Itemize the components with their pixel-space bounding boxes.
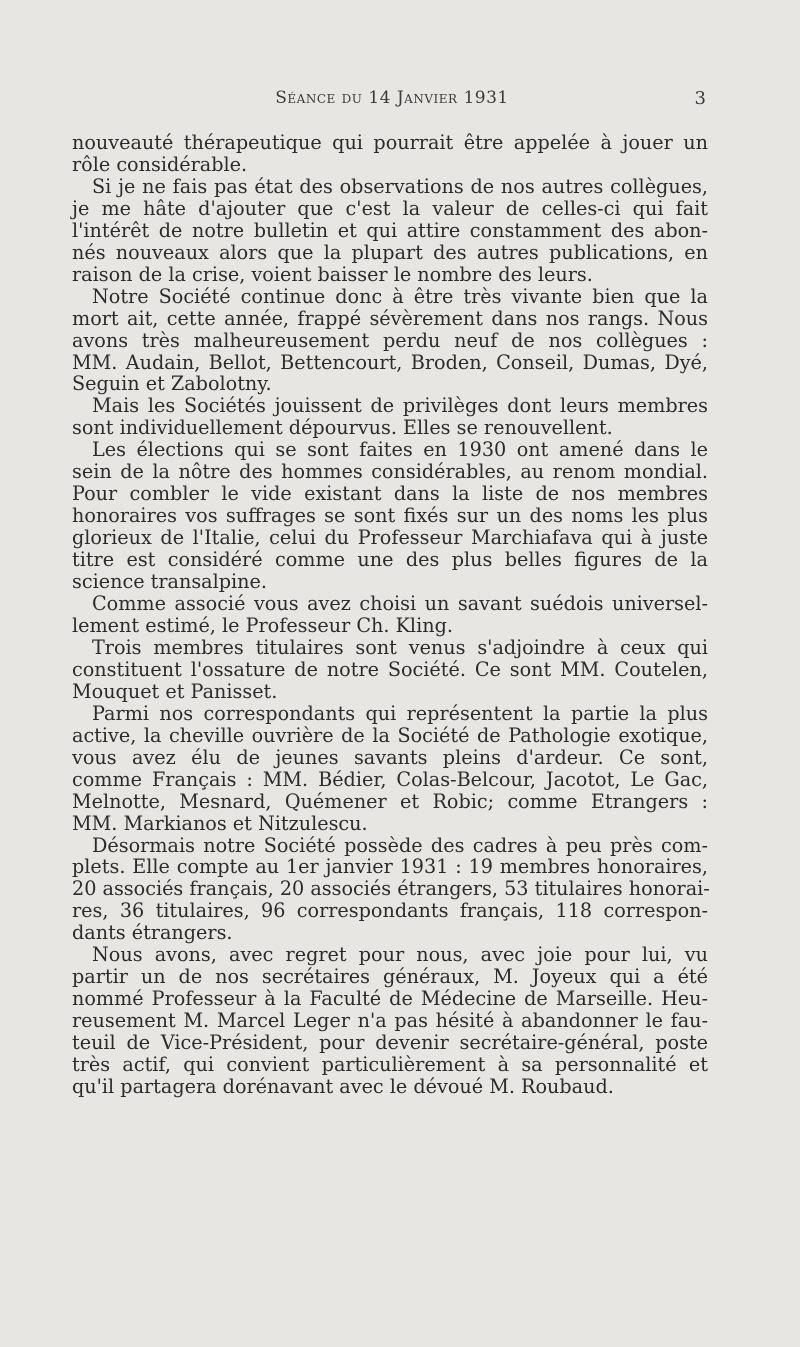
text-line: lement estimé, le Professeur Ch. Kling.: [72, 613, 453, 637]
text-line: reusement M. Marcel Leger n'a pas hésité à abandonner le fau-: [72, 1009, 708, 1033]
text-line: teuil de Vice-Président, pour devenir secrétaire-général, poste: [72, 1031, 708, 1055]
text-line: active, la cheville ouvrière de la Société de Pathologie exotique,: [72, 723, 708, 747]
text-line: honoraires vos suffrages se sont fixés sur un des noms les plus: [72, 504, 708, 528]
page-header: [72, 88, 712, 116]
text-line: mort ait, cette année, frappé sévèrement dans nos rangs. Nous: [72, 306, 708, 330]
text-line: qu'il partagera dorénavant avec le dévoué M. Roubaud.: [72, 1074, 614, 1098]
text-line: l'intérêt de notre bulletin et qui attire constamment des abon-: [72, 218, 708, 242]
body-text: [72, 132, 708, 1098]
text-line: plets. Elle compte au 1er janvier 1931 : 19 membres honoraires,: [72, 855, 708, 879]
text-line: science transalpine.: [72, 570, 267, 594]
text-line: Pour combler le vide existant dans la liste de nos membres: [72, 482, 708, 506]
text-line: sont individuellement dépourvus. Elles se renouvellent.: [72, 416, 613, 440]
text-line: comme Français : MM. Bédier, Colas-Belcour, Jacotot, Le Gac,: [72, 767, 708, 791]
text-line: Seguin et Zabolotny.: [72, 372, 272, 396]
running-head: Séance du 14 Janvier 1931: [275, 88, 509, 108]
text-line: glorieux de l'Italie, celui du Professeur Marchiafava qui à juste: [72, 526, 708, 550]
text-line: MM. Audain, Bellot, Bettencourt, Broden, Conseil, Dumas, Dyé,: [72, 350, 708, 374]
text-line: avons très malheureusement perdu neuf de nos collègues :: [72, 328, 708, 352]
text-line: Mouquet et Panisset.: [72, 679, 278, 703]
text-line: partir un de nos secrétaires généraux, M. Joyeux qui a été: [72, 965, 708, 989]
text-line: MM. Markianos et Nitzulescu.: [72, 811, 368, 835]
text-line: res, 36 titulaires, 96 correspondants français, 118 correspon-: [72, 899, 708, 923]
text-line: Nous avons, avec regret pour nous, avec joie pour lui, vu: [92, 943, 708, 967]
text-line: Parmi nos correspondants qui représentent la partie la plus: [92, 701, 708, 725]
text-line: je me hâte d'ajouter que c'est la valeur de celles-ci qui fait: [72, 196, 708, 220]
text-line: Melnotte, Mesnard, Quémener et Robic; comme Etrangers :: [72, 789, 708, 813]
text-line: Désormais notre Société possède des cadres à peu près com-: [92, 833, 708, 857]
text-line: titre est considéré comme une des plus belles figures de la: [72, 548, 708, 572]
text-line: vous avez élu de jeunes savants pleins d'ardeur. Ce sont,: [72, 745, 708, 769]
text-line: sein de la nôtre des hommes considérables, au renom mondial.: [72, 460, 708, 484]
text-line: Comme associé vous avez choisi un savant suédois universel-: [92, 592, 708, 616]
text-line: très actif, qui convient particulièrement à sa personnalité et: [72, 1053, 708, 1077]
text-line: dants étrangers.: [72, 921, 233, 945]
text-line: rôle considérable.: [72, 152, 248, 176]
text-line: constituent l'ossature de notre Société. Ce sont MM. Coutelen,: [72, 657, 708, 681]
text-line: Trois membres titulaires sont venus s'adjoindre à ceux qui: [92, 635, 708, 659]
text-line: 20 associés français, 20 associés étrangers, 53 titulaires honorai-: [72, 877, 710, 901]
text-line: raison de la crise, voient baisser le nombre des leurs.: [72, 262, 593, 286]
text-line: nouveauté thérapeutique qui pourrait être appelée à jouer un: [72, 131, 708, 154]
text-line: Mais les Sociétés jouissent de privilèges dont leurs membres: [92, 394, 708, 418]
text-line: Les élections qui se sont faites en 1930 ont amené dans le: [92, 438, 708, 462]
text-line: Notre Société continue donc à être très vivante bien que la: [92, 284, 708, 308]
text-line: nés nouveaux alors que la plupart des autres publications, en: [72, 240, 708, 264]
page-number: 3: [694, 88, 706, 109]
text-line: nommé Professeur à la Faculté de Médecine de Marseille. Heu-: [72, 987, 708, 1011]
text-line: Si je ne fais pas état des observations de nos autres collègues,: [92, 174, 708, 198]
